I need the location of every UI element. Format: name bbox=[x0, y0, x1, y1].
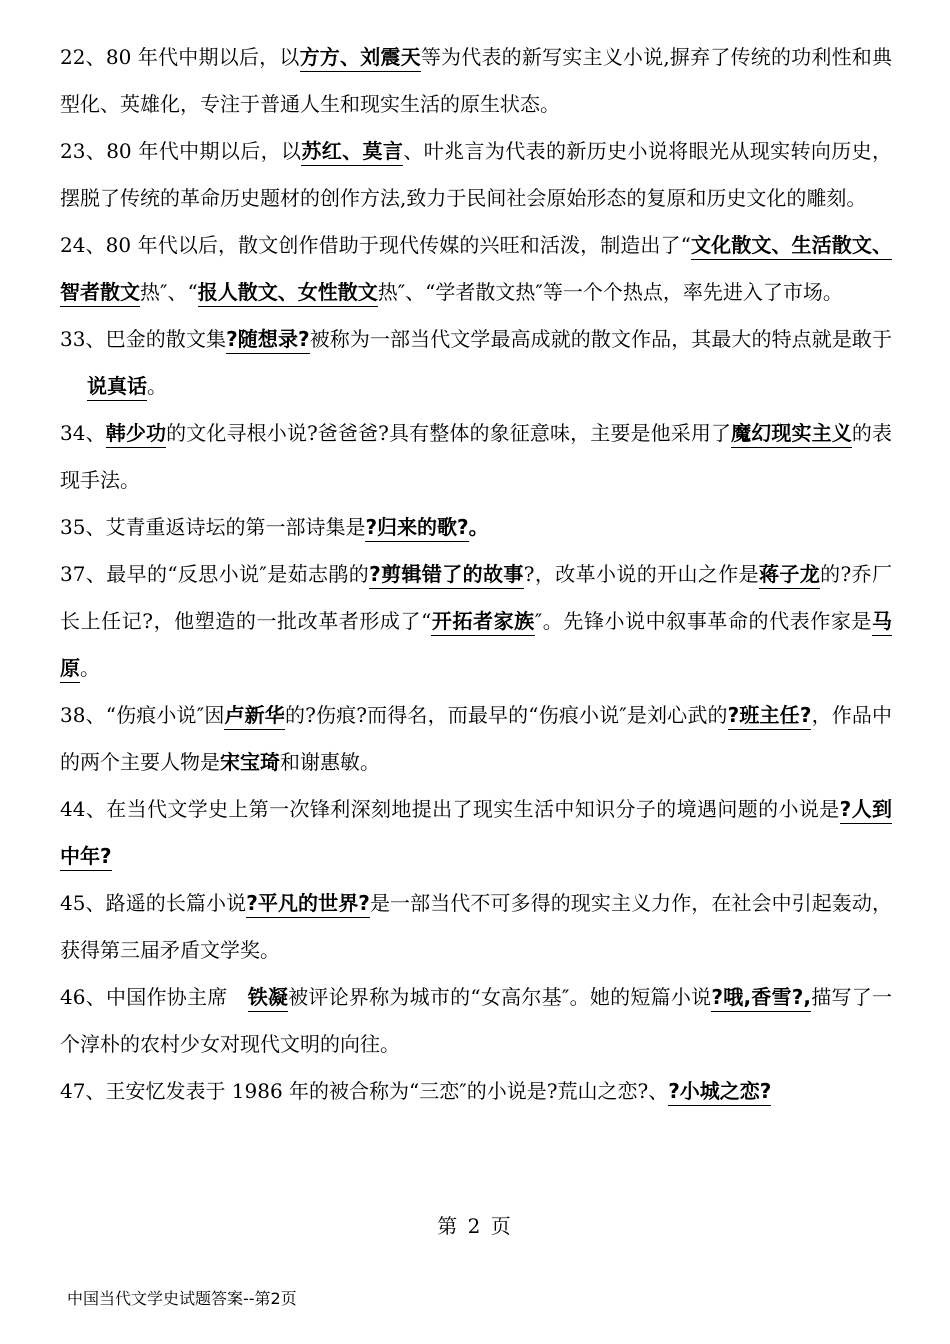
answer-text: 热″、“ bbox=[140, 280, 198, 304]
answer-item bbox=[60, 974, 892, 1068]
answer-keyword: ?随想录? bbox=[226, 327, 310, 354]
answer-text: 是一部当代不可多得的现实主义力作，在社会中引起轰动，获得第三届矛盾文学奖。 bbox=[60, 891, 893, 962]
answer-text: 34、 bbox=[60, 421, 106, 445]
answer-text: 44、在当代文学史上第一次锋利深刻地提出了现实生活中知识分子的境遇问题的小说是 bbox=[60, 797, 840, 821]
answer-keyword: 。 bbox=[468, 515, 489, 539]
answer-item bbox=[60, 128, 892, 222]
answer-text: 22、80 年代中期以后，以 bbox=[60, 45, 300, 69]
answer-item bbox=[60, 34, 892, 128]
answer-keyword: ?归来的歌? bbox=[365, 515, 468, 542]
answer-text: ?，改革小说的开山之作是 bbox=[523, 562, 759, 586]
answer-keyword: 苏红、莫言 bbox=[301, 139, 403, 166]
answer-keyword: 报人散文、女性散文 bbox=[198, 280, 378, 307]
answer-item bbox=[60, 410, 892, 504]
answer-keyword: ?班主任? bbox=[728, 703, 812, 730]
answer-keyword: ?平凡的世界? bbox=[246, 891, 370, 918]
page-number: 第 2 页 bbox=[437, 1214, 513, 1238]
answer-text: 的表现手法。 bbox=[60, 421, 893, 492]
answer-text: 46、中国作协主席 bbox=[60, 985, 248, 1009]
answer-keyword: 马原 bbox=[60, 609, 892, 683]
answer-item bbox=[60, 551, 892, 692]
answer-text: 被称为一部当代文学最高成就的散文作品，其最大的特点就是敢于 bbox=[309, 327, 893, 351]
answer-text: 37、最早的“反思小说″是茹志鹃的 bbox=[60, 562, 370, 586]
answer-text: 描写了一个淳朴的农村少女对现代文明的向往。 bbox=[60, 985, 893, 1056]
answer-text: 47、王安忆发表于 1986 年的被合称为“三恋″的小说是?荒山之恋?、 bbox=[60, 1079, 669, 1103]
answer-item bbox=[60, 1068, 892, 1115]
answer-text: 的?伤痕?而得名，而最早的“伤痕小说″是刘心武的 bbox=[284, 703, 728, 727]
answer-keyword: ?小城之恋? bbox=[668, 1079, 771, 1106]
answer-text: 23、80 年代中期以后，以 bbox=[60, 139, 302, 163]
answer-item bbox=[60, 880, 892, 974]
answer-text: 35、艾青重返诗坛的第一部诗集是 bbox=[60, 515, 366, 539]
answer-keyword: ?哦,香雪?, bbox=[711, 985, 811, 1012]
answer-text: 、叶兆言为代表的新历史小说将眼光从现实转向历史，摆脱了传统的革命历史题材的创作方法,致力于民间社会原始形态的复原和历史文化的雕刻。 bbox=[60, 139, 893, 210]
answer-keyword: 宋宝琦 bbox=[220, 750, 280, 774]
document-footer: 中国当代文学史试题答案--第2页 bbox=[67, 1289, 297, 1308]
answer-item bbox=[60, 504, 892, 551]
answer-text: 24、80 年代以后，散文创作借助于现代传媒的兴旺和活泼，制造出了“ bbox=[60, 233, 691, 257]
answer-text: 热″、“学者散文热″等一个个热点，率先进入了市场。 bbox=[377, 280, 843, 304]
answer-text: 的?乔厂长上任记?，他塑造的一批改革者形成了“ bbox=[60, 562, 892, 633]
answer-text: 。 bbox=[80, 656, 100, 680]
answer-keyword: 卢新华 bbox=[224, 703, 284, 730]
answer-text: ，作品中的两个主要人物是 bbox=[60, 703, 893, 774]
answer-keyword: 魔幻现实主义 bbox=[731, 421, 852, 448]
answer-text: 等为代表的新写实主义小说,摒弃了传统的功利性和典型化、英雄化，专注于普通人生和现实生活的原生状态。 bbox=[60, 45, 893, 116]
answer-text: 的文化寻根小说?爸爸爸?具有整体的象征意味，主要是他采用了 bbox=[166, 421, 732, 445]
answer-keyword: 说真话 bbox=[87, 374, 147, 401]
answer-list bbox=[60, 34, 892, 1115]
answer-text: ″。先锋小说中叙事革命的代表作家是 bbox=[534, 609, 872, 633]
answer-text: 被评论界称为城市的“女高尔基″。她的短篇小说 bbox=[288, 985, 712, 1009]
answer-item bbox=[60, 692, 892, 786]
answer-item bbox=[60, 316, 892, 410]
answer-keyword: ?人到中年? bbox=[60, 797, 892, 871]
answer-item bbox=[60, 786, 892, 880]
answer-text: 。 bbox=[147, 374, 167, 398]
answer-keyword: 文化散文、生活散文、智者散文 bbox=[60, 233, 892, 307]
answer-keyword: 韩少功 bbox=[106, 421, 166, 448]
answer-keyword: 蒋子龙 bbox=[759, 562, 820, 589]
answer-text: 45、路遥的长篇小说 bbox=[60, 891, 247, 915]
answer-text: 和谢惠敏。 bbox=[280, 750, 380, 774]
answer-text: 33、巴金的散文集 bbox=[60, 327, 227, 351]
answer-item bbox=[60, 222, 892, 316]
answer-keyword: 铁凝 bbox=[248, 985, 289, 1012]
answer-keyword: 方方、刘震天 bbox=[300, 45, 421, 72]
answer-keyword: 开拓者家族 bbox=[431, 609, 534, 636]
answer-keyword: ?剪辑错了的故事 bbox=[369, 562, 524, 589]
answer-text: 38、“伤痕小说″因 bbox=[60, 703, 225, 727]
